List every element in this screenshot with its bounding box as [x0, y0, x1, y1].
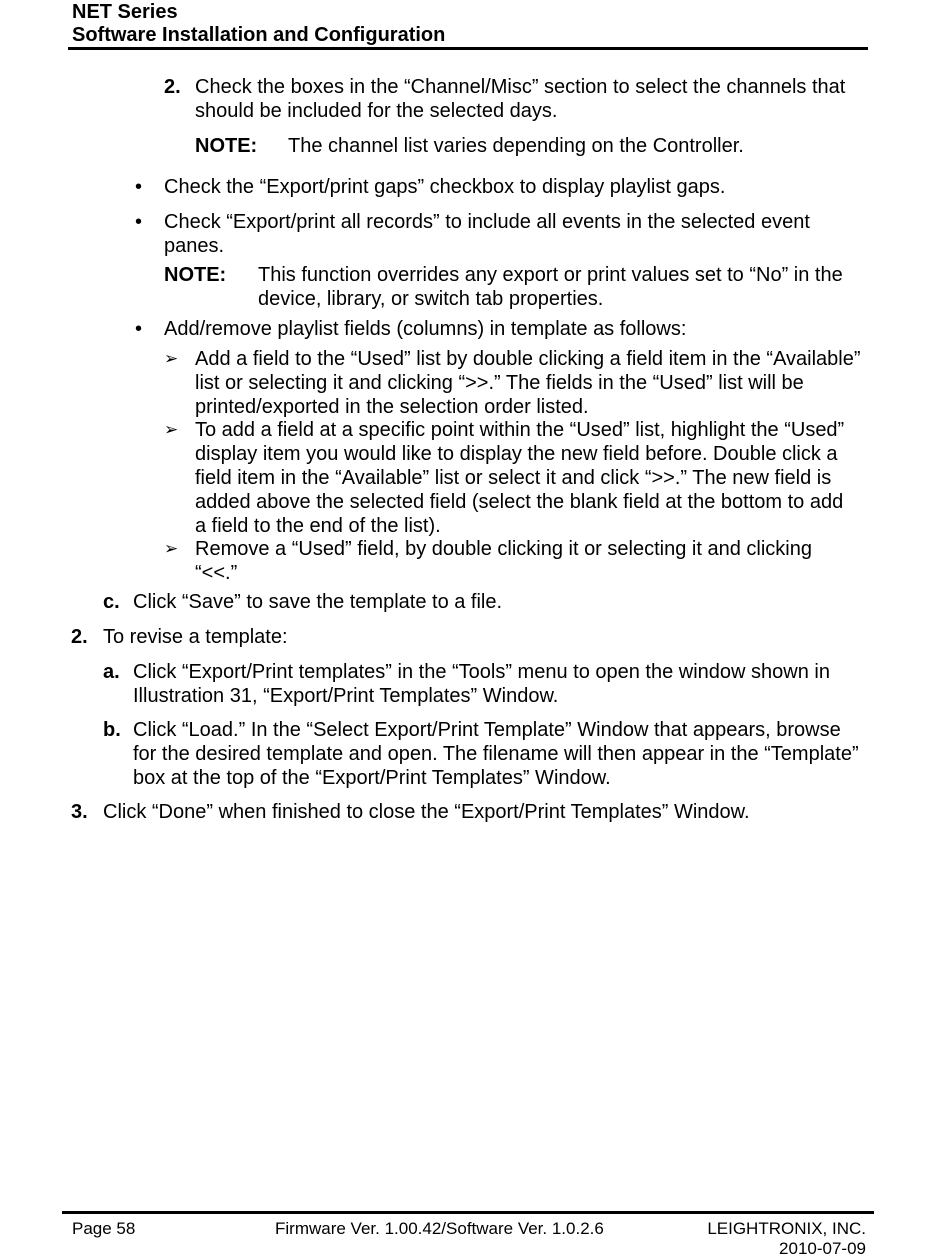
bullet-icon: • [135, 176, 143, 198]
note-text: This function overrides any export or print values set to “No” in the device, library, or switch tab properties. [258, 264, 843, 310]
step-text: Check the boxes in the “Channel/Misc” section to select the channels that should be included for the selected days. [195, 76, 846, 122]
sub-bullet-text: To add a field at a specific point within the “Used” list, highlight the “Used” display item you would like to display the new field before. Double click a field item in the “Available” list or select it and click “>>.” The new field is added above the selected field (select the blank field at the bottom to add a field to the end of the list). [195, 419, 845, 537]
footer-rule [62, 1211, 874, 1214]
step-letter: a. [103, 661, 120, 683]
step-text: Click “Save” to save the template to a file. [133, 591, 503, 613]
main-step-number: 2. [71, 626, 88, 648]
note-text: The channel list varies depending on the Controller. [288, 135, 744, 157]
step-letter: c. [103, 591, 120, 613]
arrow-bullet-icon: ➢ [164, 420, 179, 439]
sub-bullet-text: Add a field to the “Used” list by double clicking a field item in the “Available” list or selecting it and clicking “>>.” The fields in the “Used” list will be printed/exported in the selection order listed. [195, 348, 861, 418]
arrow-bullet-icon: ➢ [164, 349, 179, 368]
step-number: 2. [164, 76, 181, 98]
header-section-title: Software Installation and Configuration [72, 24, 446, 46]
bullet-text: Add/remove playlist fields (columns) in template as follows: [164, 318, 687, 340]
header-series-title: NET Series [72, 1, 178, 23]
main-step-text: To revise a template: [103, 626, 288, 648]
step-letter: b. [103, 719, 121, 741]
version-info: Firmware Ver. 1.00.42/Software Ver. 1.0.2.6 [275, 1219, 604, 1238]
step-text: Click “Export/Print templates” in the “Tools” menu to open the window shown in Illustration 31, “Export/Print Templates” Window. [133, 661, 830, 707]
sub-bullet-text: Remove a “Used” field, by double clicking it or selecting it and clicking “<<.” [195, 538, 812, 584]
main-step-number: 3. [71, 801, 88, 823]
arrow-bullet-icon: ➢ [164, 539, 179, 558]
bullet-icon: • [135, 211, 143, 233]
step-text: Click “Load.” In the “Select Export/Print Template” Window that appears, browse for the desired template and open. The filename will then appear in the “Template” box at the top of the “Export/Print Templates” Window. [133, 719, 859, 789]
note-label: NOTE: [164, 264, 227, 286]
bullet-text: Check “Export/print all records” to include all events in the selected event panes. [164, 211, 810, 257]
bullet-text: Check the “Export/print gaps” checkbox to display playlist gaps. [164, 176, 726, 198]
page-number: Page 58 [72, 1219, 136, 1238]
note-label: NOTE: [195, 135, 258, 157]
document-date: 2010-07-09 [779, 1239, 866, 1258]
main-step-text: Click “Done” when finished to close the “Export/Print Templates” Window. [103, 801, 750, 823]
bullet-icon: • [135, 318, 143, 340]
company-name: LEIGHTRONIX, INC. [707, 1219, 866, 1238]
header-rule [68, 47, 868, 50]
